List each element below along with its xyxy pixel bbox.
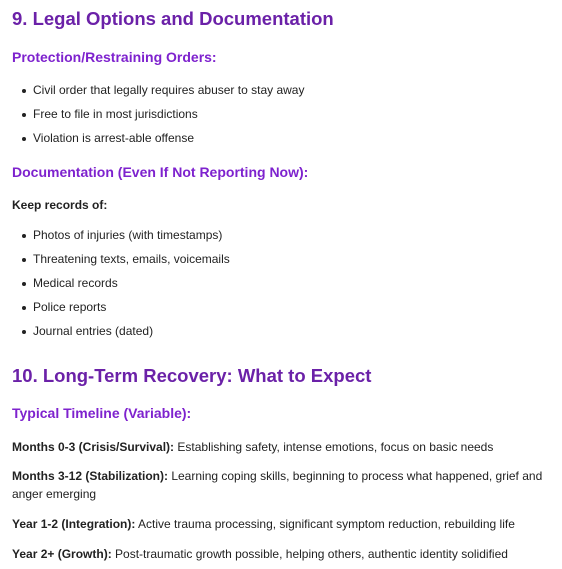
protection-orders-list <box>12 81 304 153</box>
timeline-entry-label: Year 1-2 (Integration): <box>12 517 136 531</box>
timeline-entry-year-1-2 <box>12 515 515 533</box>
list-item: Free to file in most jurisdictions <box>33 105 304 129</box>
timeline-entry-months-0-3 <box>12 438 493 456</box>
list-item: Threatening texts, emails, voicemails <box>33 250 230 274</box>
timeline-entry-label: Months 0-3 (Crisis/Survival): <box>12 440 175 454</box>
timeline-entry-label: Months 3-12 (Stabilization): <box>12 469 168 483</box>
protection-orders-heading: Protection/Restraining Orders: <box>12 49 217 65</box>
section-9-heading: 9. Legal Options and Documentation <box>12 8 334 29</box>
list-item: Journal entries (dated) <box>33 322 230 346</box>
list-item: Photos of injuries (with timestamps) <box>33 226 230 250</box>
timeline-entry-year-2-plus <box>12 545 508 563</box>
timeline-entry-text: Learning coping skills, beginning to process what happened, grief and anger emerging <box>12 469 543 501</box>
list-item: Police reports <box>33 298 230 322</box>
timeline-entry-label: Year 2+ (Growth): <box>12 547 112 561</box>
records-list <box>12 226 230 346</box>
timeline-heading: Typical Timeline (Variable): <box>12 405 192 421</box>
keep-records-label: Keep records of: <box>12 198 108 212</box>
list-item: Medical records <box>33 274 230 298</box>
timeline-entry-months-3-12 <box>12 467 552 503</box>
list-item: Violation is arrest-able offense <box>33 129 304 153</box>
documentation-heading: Documentation (Even If Not Reporting Now): <box>12 164 309 180</box>
timeline-entry-text: Establishing safety, intense emotions, focus on basic needs <box>174 440 494 454</box>
timeline-entry-text: Active trauma processing, significant symptom reduction, rebuilding life <box>135 517 515 531</box>
section-10-heading: 10. Long-Term Recovery: What to Expect <box>12 365 372 386</box>
list-item: Civil order that legally requires abuser to stay away <box>33 81 304 105</box>
timeline-entry-text: Post-traumatic growth possible, helping others, authentic identity solidified <box>111 547 508 561</box>
